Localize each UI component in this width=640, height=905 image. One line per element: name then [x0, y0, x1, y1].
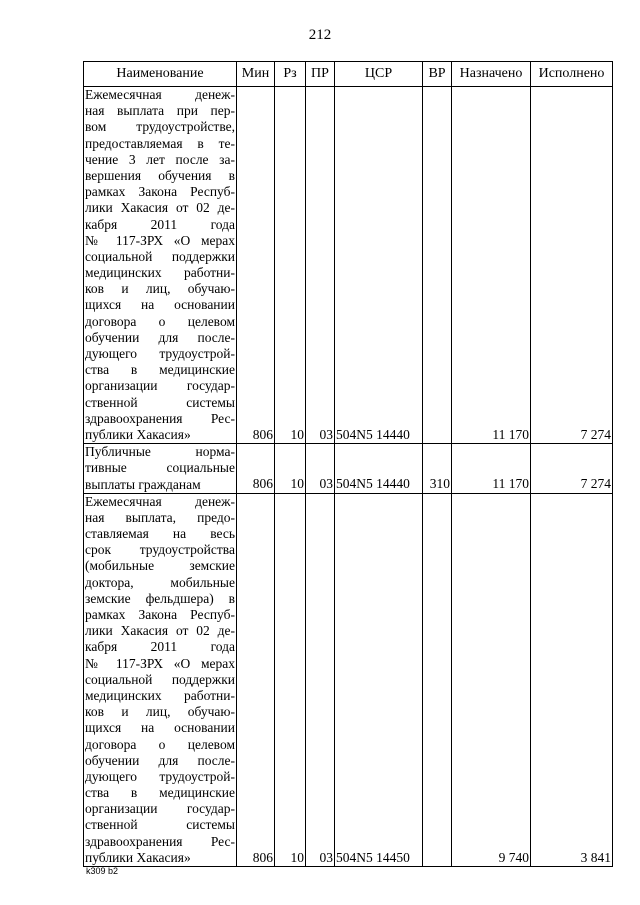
cell-vr: [423, 87, 452, 444]
budget-table: [83, 61, 613, 867]
row-name-line: ков и лиц, обучаю-: [85, 281, 235, 297]
row-name-line: Ежемесячная денеж-: [85, 87, 235, 102]
row-name-line: земские фельдшера) в: [85, 590, 235, 606]
cell-csr: 504N5 14450: [335, 493, 423, 866]
cell-assigned: 11 170: [452, 444, 531, 494]
cell-rz: 10: [275, 493, 306, 866]
row-name-line: ственной системы: [85, 817, 235, 833]
row-name-line: Публичные норма-: [85, 444, 235, 460]
row-name-line: здравоохранения Рес-: [85, 410, 235, 426]
row-name-line: срок трудоустройства: [85, 542, 235, 558]
row-name-line: щихся на основании: [85, 297, 235, 313]
row-name-line: кабря 2011 года: [85, 639, 235, 655]
cell-vr: 310: [423, 444, 452, 494]
table-row: [84, 444, 613, 494]
row-name-line: медицинских работни-: [85, 265, 235, 281]
row-name-line: рамках Закона Респуб-: [85, 184, 235, 200]
cell-csr: 504N5 14440: [335, 444, 423, 494]
row-name-line: ставляемая на весь: [85, 526, 235, 542]
table-header-row: [84, 62, 613, 87]
cell-assigned: 11 170: [452, 87, 531, 444]
row-name-line: № 117-ЗРХ «О мерах: [85, 655, 235, 671]
row-name-line: организации государ-: [85, 801, 235, 817]
row-name-line: ства в медицинские: [85, 785, 235, 801]
row-name-line: вом трудоустройстве,: [85, 119, 235, 135]
header-rz: Рз: [275, 62, 306, 87]
row-name-cell: [84, 87, 237, 444]
row-name-line: публики Хакасия»: [85, 849, 191, 865]
row-name-line: вершения обучения в: [85, 167, 235, 183]
row-name-line: № 117-ЗРХ «О мерах: [85, 232, 235, 248]
row-name-line: социальной поддержки: [85, 248, 235, 264]
header-vr: ВР: [423, 62, 452, 87]
cell-min: 806: [237, 87, 275, 444]
row-name-line: доктора, мобильные: [85, 574, 235, 590]
header-pr: ПР: [306, 62, 335, 87]
row-name-cell: [84, 444, 237, 494]
page-number: 212: [308, 27, 332, 43]
row-name-line: выплаты гражданам: [85, 476, 201, 492]
row-name-cell: [84, 493, 237, 866]
row-name-line: обучении для после-: [85, 752, 235, 768]
row-name-line: здравоохранения Рес-: [85, 833, 235, 849]
cell-executed: 3 841: [531, 493, 613, 866]
row-name-line: дующего трудоустрой-: [85, 768, 235, 784]
row-name-line: рамках Закона Респуб-: [85, 607, 235, 622]
cell-executed: 7 274: [531, 87, 613, 444]
row-name-line: лики Хакасия от 02 де-: [85, 200, 235, 216]
table-body: [84, 87, 613, 867]
row-name-line: щихся на основании: [85, 720, 235, 736]
table-row: [84, 87, 613, 444]
table-row: [84, 493, 613, 866]
row-name-line: ственной системы: [85, 394, 235, 410]
row-name-line: лики Хакасия от 02 де-: [85, 623, 235, 639]
row-name-line: договора о целевом: [85, 736, 235, 752]
header-min: Мин: [237, 62, 275, 87]
cell-csr: 504N5 14440: [335, 87, 423, 444]
row-name-line: публики Хакасия»: [85, 426, 191, 442]
cell-min: 806: [237, 493, 275, 866]
header-assigned: Назначено: [452, 62, 531, 87]
cell-pr: 03: [306, 87, 335, 444]
row-name-line: Ежемесячная денеж-: [85, 493, 235, 509]
row-name-line: дующего трудоустрой-: [85, 346, 235, 361]
cell-rz: 10: [275, 444, 306, 494]
row-name-line: организации государ-: [85, 378, 235, 394]
cell-min: 806: [237, 444, 275, 494]
row-name-line: медицинских работни-: [85, 687, 235, 703]
row-name-line: договора о целевом: [85, 313, 235, 329]
cell-vr: [423, 493, 452, 866]
footer-code: k309 b2: [86, 866, 119, 876]
row-name-line: обучении для после-: [85, 329, 235, 345]
cell-executed: 7 274: [531, 444, 613, 494]
row-name-line: ная выплата, предо-: [85, 509, 235, 525]
cell-rz: 10: [275, 87, 306, 444]
cell-pr: 03: [306, 444, 335, 494]
row-name-line: социальной поддержки: [85, 671, 235, 687]
header-name: Наименование: [84, 62, 237, 87]
row-name-line: тивные социальные: [85, 460, 235, 476]
header-csr: ЦСР: [335, 62, 423, 87]
cell-assigned: 9 740: [452, 493, 531, 866]
row-name-line: (мобильные земские: [85, 558, 235, 574]
row-name-line: предоставляемая в те-: [85, 135, 235, 151]
header-executed: Исполнено: [531, 62, 613, 87]
row-name-line: кабря 2011 года: [85, 216, 235, 232]
row-name-line: ная выплата при пер-: [85, 103, 235, 119]
row-name-line: чение 3 лет после за-: [85, 151, 235, 167]
row-name-line: ков и лиц, обучаю-: [85, 704, 235, 720]
row-name-line: ства в медицинские: [85, 362, 235, 378]
cell-pr: 03: [306, 493, 335, 866]
